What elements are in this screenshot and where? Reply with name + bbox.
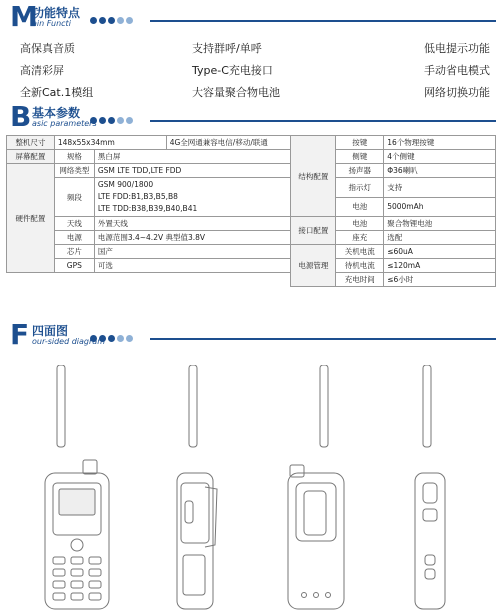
table-row [7,150,496,164]
table-cell: 16个物理按键 [384,136,496,150]
table-row [7,217,496,231]
section-letter: M [10,0,38,33]
band-line: LTE FDD:B1,B3,B5,B8 [97,192,178,201]
features-list [20,38,490,104]
table-row [7,136,496,150]
section-title: 基本参数 [32,106,81,120]
table-cell: 4G全网通兼容电信/移动/联通 [166,136,291,150]
feature-row [20,60,490,82]
feature-item: 高保真音质 [20,42,75,55]
table-row [7,231,496,245]
section-subtitle: ain Functi [32,19,71,28]
back-view-drawing [280,365,350,611]
table-cell: ≤60uA [384,245,496,259]
table-cell: 外置天线 [94,217,291,231]
feature-item: 全新Cat.1模组 [20,86,94,99]
feature-item: 网络切换功能 [424,86,490,99]
table-cell: 扬声器 [336,164,384,178]
divider [150,20,496,22]
table-cell: 电源范围3.4~4.2V 典型值3.8V [94,231,291,245]
feature-item: 手动省电模式 [424,64,490,77]
table-cell: 天线 [54,217,94,231]
table-cell: 电池 [336,217,384,231]
feature-row [20,38,490,60]
table-cell: 国产 [94,245,291,259]
table-cell: 屏幕配置 [7,150,55,164]
table-cell: 聚合物锂电池 [384,217,496,231]
section-features-header [10,0,496,34]
decorative-dots [90,109,135,117]
table-cell: 整机尺寸 [7,136,55,150]
section-title: 功能特点 [32,6,81,20]
section-subtitle: our-sided diagram [32,337,105,346]
decorative-dots [90,327,135,335]
front-view-drawing [35,365,115,611]
table-cell: 148x55x34mm [54,136,166,150]
table-cell: 芯片 [54,245,94,259]
table-cell: 黑白屏 [94,150,291,164]
table-cell: 网络类型 [54,164,94,178]
table-cell [94,178,291,217]
divider [150,120,496,122]
table-cell: 结构配置 [291,136,336,217]
table-cell: 待机电流 [336,259,384,273]
left-side-view-drawing [405,365,455,611]
table-cell: 可选 [94,259,291,273]
section-letter: F [10,318,30,351]
four-sided-diagram [0,345,502,611]
table-cell: 侧键 [336,150,384,164]
table-cell: 支持 [384,178,496,198]
table-cell: 电源 [54,231,94,245]
table-row [7,178,496,198]
table-cell: 频段 [54,178,94,217]
table-cell: 按键 [336,136,384,150]
feature-item: 高清彩屏 [20,64,64,77]
table-row [7,164,496,178]
table-cell: 关机电流 [336,245,384,259]
section-params-header [10,100,496,134]
section-letter: B [10,100,32,133]
band-line: LTE TDD:B38,B39,B40,B41 [97,204,198,213]
decorative-dots [90,9,135,17]
side-view-drawing [165,365,225,611]
params-table [6,135,496,287]
table-cell: ≤6小时 [384,273,496,287]
table-cell: 座充 [336,231,384,245]
table-cell: 选配 [384,231,496,245]
section-title: 四面图 [32,324,69,338]
divider [150,338,496,340]
feature-item: 大容量聚合物电池 [192,86,280,99]
feature-item: Type-C充电接口 [192,64,273,77]
section-subtitle: asic parameters [32,119,97,128]
table-cell: GSM LTE TDD,LTE FDD [94,164,291,178]
band-line: GSM 900/1800 [97,180,154,189]
table-cell: 规格 [54,150,94,164]
table-row [7,245,496,259]
table-cell: 电池 [336,197,384,217]
table-cell: 硬件配置 [7,164,55,273]
table-cell: 指示灯 [336,178,384,198]
table-row [7,259,496,273]
table-cell: GPS [54,259,94,273]
table-cell: ≤120mA [384,259,496,273]
feature-item: 支持群呼/单呼 [192,42,262,55]
table-cell: 4个侧键 [384,150,496,164]
feature-row [20,82,490,104]
table-cell: 5000mAh [384,197,496,217]
table-cell: 接口配置 [291,217,336,245]
table-cell: Φ36喇叭 [384,164,496,178]
table-cell: 充电时间 [336,273,384,287]
feature-item: 低电提示功能 [424,42,490,55]
table-cell: 电源管理 [291,245,336,287]
table-row [7,273,496,287]
